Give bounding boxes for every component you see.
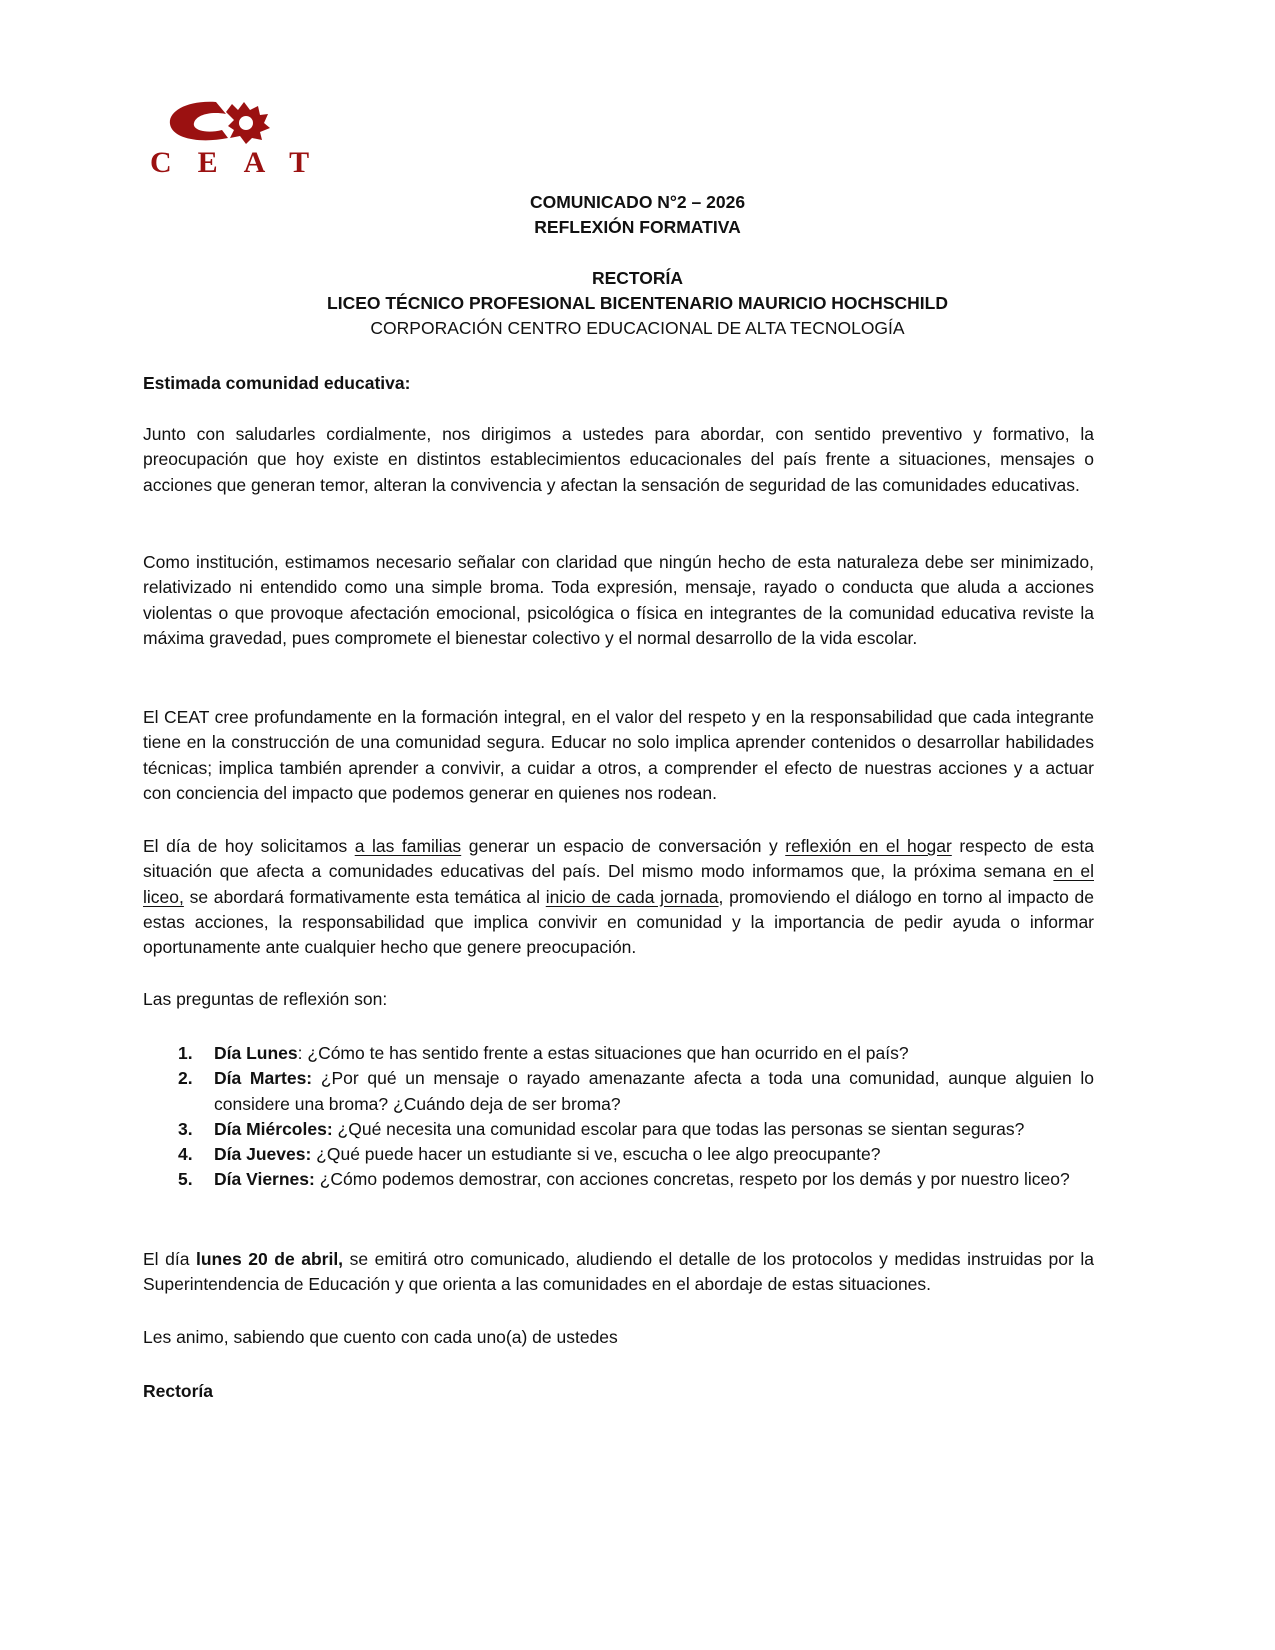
ceat-emblem-icon bbox=[146, 98, 336, 148]
list-item bbox=[143, 1167, 1094, 1192]
underlined-school: en el liceo, bbox=[143, 861, 1094, 907]
paragraph-ceat: El CEAT cree profundamente en la formación integral, en el valor del respeto y en la responsabilidad que cada integrante tiene en la construcción de una comunidad segura. Educar no solo implica aprender contenidos o desarrollar habilidades técnicas; implica también aprender a convivir, a cuidar a otros, a comprender el efecto de nuestras acciones y a actuar con conciencia del impacto que podemos generar en quienes nos rodean. bbox=[143, 707, 1094, 803]
item-day: Día Miércoles: bbox=[214, 1118, 333, 1139]
text: , promoviendo el diálogo en torno al impacto de estas acciones, la responsabilidad que implica convivir en comunidad y la importancia de pedir ayuda o informar oportunamente ante cualquier hecho que genere preocupación. bbox=[143, 886, 1094, 958]
document-title: REFLEXIÓN FORMATIVA bbox=[534, 217, 741, 237]
item-day: Día Jueves: bbox=[214, 1144, 312, 1165]
item-question: ¿Qué necesita una comunidad escolar para que todas las personas se sientan seguras? bbox=[337, 1118, 1025, 1139]
separator: : bbox=[297, 1043, 308, 1063]
item-day: Día Viernes: bbox=[214, 1169, 315, 1190]
signature: Rectoría bbox=[143, 1381, 214, 1401]
item-question: ¿Por qué un mensaje o rayado amenazante afecta a toda una comunidad, aunque alguien lo considere una broma? ¿Cuándo deja de ser broma? bbox=[214, 1068, 1094, 1114]
text: generar un espacio de conversación y bbox=[461, 836, 786, 856]
salutation: Estimada comunidad educativa: bbox=[143, 373, 411, 393]
issuer-office: RECTORÍA bbox=[591, 268, 684, 288]
text: respecto de esta situación que afecta a comunidades educativas del país. Del mismo modo informamos que, la próxima semana bbox=[143, 836, 1095, 882]
item-question: ¿Cómo te has sentido frente a estas situaciones que han ocurrido en el país? bbox=[307, 1043, 909, 1063]
item-number: 5. bbox=[178, 1169, 193, 1190]
item-question: ¿Qué puede hacer un estudiante si ve, escucha o lee algo preocupante? bbox=[316, 1144, 881, 1165]
list-item bbox=[143, 1142, 1094, 1167]
list-item bbox=[143, 1117, 1094, 1142]
questions-intro: Las preguntas de reflexión son: bbox=[143, 989, 388, 1009]
separator bbox=[312, 1068, 321, 1088]
school-name: LICEO TÉCNICO PROFESIONAL BICENTENARIO MAURICIO HOCHSCHILD bbox=[327, 293, 948, 313]
list-item bbox=[143, 1066, 1094, 1117]
title-block bbox=[0, 190, 1275, 240]
list-item bbox=[143, 1041, 1094, 1066]
date-highlight: lunes 20 de abril, bbox=[195, 1249, 344, 1269]
logo-wordmark: CEAT bbox=[150, 146, 336, 179]
item-number: 2. bbox=[178, 1068, 193, 1089]
item-number: 4. bbox=[178, 1144, 193, 1165]
item-day: Día Martes: bbox=[214, 1068, 313, 1089]
paragraph-intro: Junto con saludarles cordialmente, nos dirigimos a ustedes para abordar, con sentido preventivo y formativo, la preocupación que hoy existe en distintos establecimientos educacionales del país frente a situaciones, mensajes o acciones que generan temor, alteran la convivencia y afectan la sensación de seguridad de las comunidades educativas. bbox=[143, 424, 1094, 495]
closing-line: Les animo, sabiendo que cuento con cada uno(a) de ustedes bbox=[143, 1327, 618, 1347]
underlined-start-of-day: inicio de cada jornada bbox=[545, 886, 719, 907]
underlined-home-reflection: reflexión en el hogar bbox=[785, 836, 952, 856]
text: se emitirá otro comunicado, aludiendo el detalle de los protocolos y medidas instruidas por la Superintendencia de Educación y que orienta a las comunidades en el abordaje de estas situaciones. bbox=[143, 1249, 1094, 1295]
text: El día bbox=[143, 1249, 196, 1269]
item-question: ¿Cómo podemos demostrar, con acciones concretas, respeto por los demás y por nuestro liceo? bbox=[319, 1169, 1070, 1190]
underlined-families: a las familias bbox=[354, 836, 462, 856]
item-number: 3. bbox=[178, 1118, 193, 1139]
document-number: COMUNICADO N°2 – 2026 bbox=[529, 192, 746, 212]
reflection-questions-list bbox=[143, 1041, 1094, 1193]
paragraph-request bbox=[143, 834, 1094, 960]
corporation-name: CORPORACIÓN CENTRO EDUCACIONAL DE ALTA TECNOLOGÍA bbox=[370, 318, 905, 338]
text: se abordará formativamente esta temática al bbox=[183, 886, 546, 907]
issuer-block bbox=[0, 266, 1275, 341]
ceat-logo bbox=[146, 98, 336, 184]
item-number: 1. bbox=[178, 1043, 193, 1063]
text: El día de hoy solicitamos bbox=[143, 836, 355, 856]
paragraph-institution: Como institución, estimamos necesario señalar con claridad que ningún hecho de esta naturaleza debe ser minimizado, relativizado ni entendido como una simple broma. Toda expresión, mensaje, rayado o conducta que aluda a acciones violentas o que provoque afectación emocional, psicológica o física en integrantes de la comunidad educativa reviste la máxima gravedad, pues compromete el bienestar colectivo y el normal desarrollo de la vida escolar. bbox=[143, 552, 1094, 648]
item-day: Día Lunes bbox=[214, 1043, 298, 1063]
paragraph-next-communique bbox=[143, 1247, 1094, 1298]
